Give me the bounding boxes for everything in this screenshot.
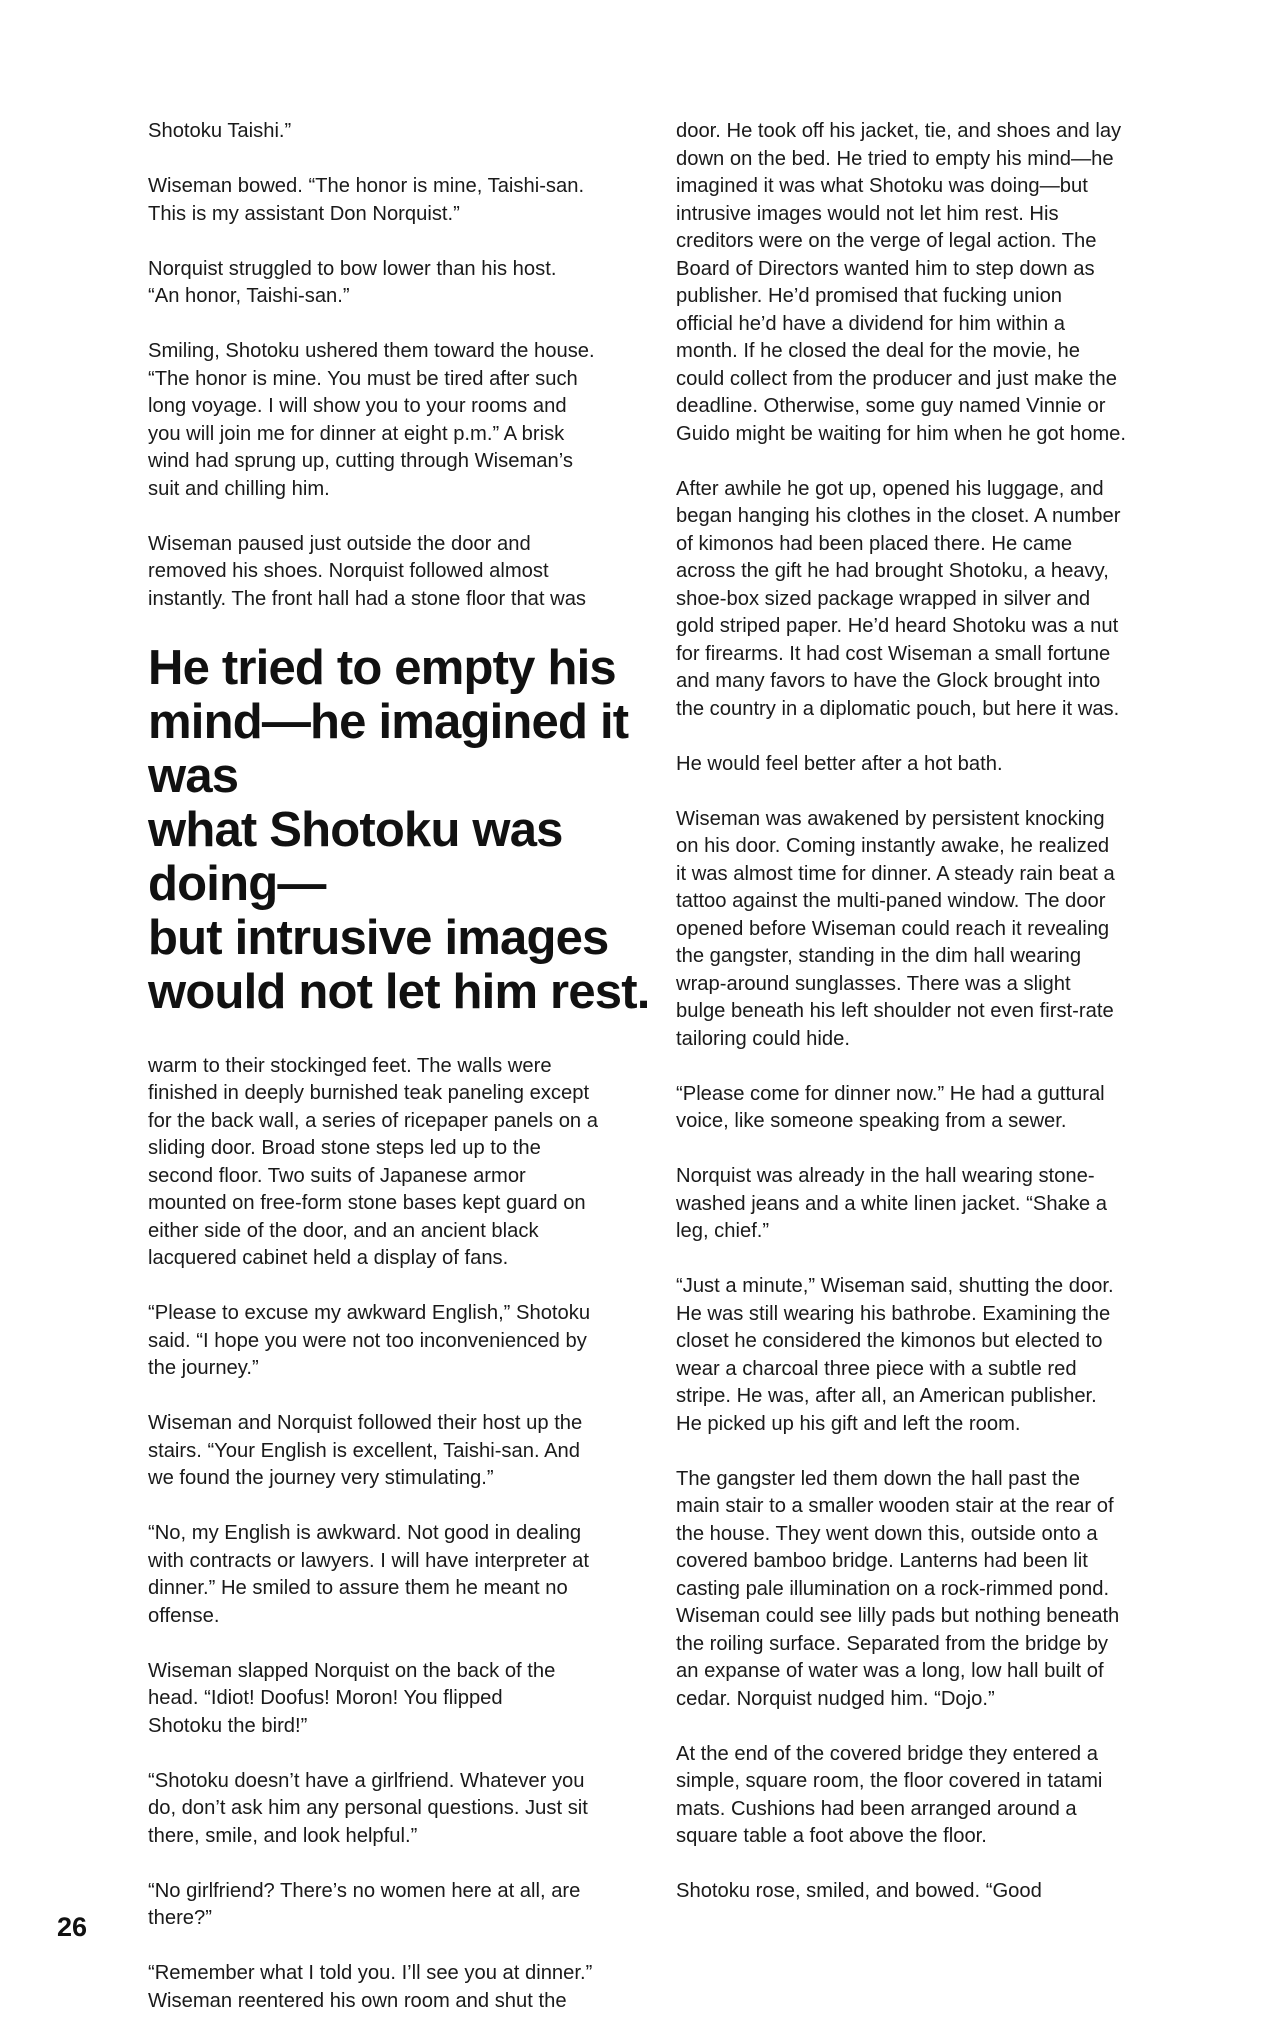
paragraph: “Shotoku doesn’t have a girlfriend. Whatever you do, don’t ask him any personal questions. Just sit there, smile, and look helpful.” xyxy=(148,1769,588,1847)
paragraph: He would feel better after a hot bath. xyxy=(676,752,1003,775)
paragraph: “No, my English is awkward. Not good in dealing with contracts or lawyers. I will have interpreter at dinner.” He smiled to assure them he meant no offense. xyxy=(148,1522,589,1627)
paragraph: “No girlfriend? There’s no women here at all, are there?” xyxy=(148,1879,581,1929)
paragraph: Wiseman paused just outside the door and removed his shoes. Norquist followed almost instantly. The front hall had a stone floor that was xyxy=(148,532,587,610)
paragraph: Wiseman bowed. “The honor is mine, Taishi-san. This is my assistant Don Norquist.” xyxy=(148,175,585,225)
paragraph: warm to their stockinged feet. The walls were finished in deeply burnished teak paneling except for the back wall, a series of ricepaper panels on a sliding door. Broad stone steps led up to the second floor. Two suits of Japanese armor mounted on free-form stone bases kept guard on either side of the door, and an ancient black lacquered cabinet held a display of fans. xyxy=(148,1054,598,1269)
paragraph: “Please to excuse my awkward English,” Shotoku said. “I hope you were not too inconvenienced by the journey.” xyxy=(148,1302,591,1379)
paragraph: Smiling, Shotoku ushered them toward the house. “The honor is mine. You must be tired after such long voyage. I will show you to your rooms and you will join me for dinner at eight p.m.” A brisk wind had sprung up, cutting through Wiseman’s suit and chilling him. xyxy=(148,340,595,500)
paragraph: Wiseman was awakened by persistent knocking on his door. Coming instantly awake, he realized it was almost time for dinner. A steady rain beat a tattoo against the multi-paned window. The door opened before Wiseman could reach it revealing the gangster, standing in the dim hall wearing wrap-around sunglasses. There was a slight bulge beneath his left shoulder not even first-rate tailoring could hide. xyxy=(676,807,1115,1050)
paragraph: “Remember what I told you. I’ll see you at dinner.” Wiseman reentered his own room and shut the xyxy=(148,1962,593,2012)
paragraph: Shotoku Taishi.” xyxy=(148,120,292,142)
paragraph: Wiseman and Norquist followed their host up the stairs. “Your English is excellent, Taishi-san. And we found the journey very stimulating.” xyxy=(148,1412,583,1489)
paragraph: Shotoku rose, smiled, and bowed. “Good xyxy=(676,1880,1042,1902)
paragraph: Norquist was already in the hall wearing stone- washed jeans and a white linen jacket. “Shake a leg, chief.” xyxy=(676,1165,1107,1242)
paragraph: door. He took off his jacket, tie, and shoes and lay down on the bed. He tried to empty his mind—he imagined it was what Shotoku was doing—but intrusive images would not let him rest. His creditors were on the verge of legal action. The Board of Directors wanted him to step down as publisher. He’d promised that fucking union official he’d have a dividend for him within a month. If he closed the deal for the movie, he could collect from the producer and just make the deadline. Otherwise, some guy named Vinnie or Guido might be waiting for him when he got home. xyxy=(676,120,1126,445)
paragraph: After awhile he got up, opened his luggage, and began hanging his clothes in the closet. A number of kimonos had been placed there. He came across the gift he had brought Shotoku, a heavy, shoe-box sized package wrapped in silver and gold striped paper. He’d heard Shotoku was a nut for firearms. It had cost Wiseman a small fortune and many favors to have the Glock brought into the country in a diplomatic pouch, but here it was. xyxy=(676,477,1121,720)
page-number: 26 xyxy=(57,1912,88,1942)
paragraph: At the end of the covered bridge they entered a simple, square room, the floor covered in tatami mats. Cushions had been arranged around a square table a foot above the floor. xyxy=(676,1742,1103,1847)
right-column xyxy=(676,118,1196,1933)
pull-quote: He tried to empty his mind—he imagined it was what Shotoku was doing— but intrusive images would not let him rest. xyxy=(148,640,650,1019)
left-column xyxy=(148,118,658,2043)
paragraph: The gangster led them down the hall past the main stair to a smaller wooden stair at the rear of the house. They went down this, outside onto a covered bamboo bridge. Lanterns had been lit casting pale illumination on a rock-rimmed pond. Wiseman could see lilly pads but nothing beneath the roiling surface. Separated from the bridge by an expanse of water was a long, low hall built of cedar. Norquist nudged him. “Dojo.” xyxy=(676,1467,1120,1710)
paragraph: Wiseman slapped Norquist on the back of the head. “Idiot! Doofus! Moron! You flipped Shotoku the bird!” xyxy=(148,1659,556,1737)
paragraph: “Just a minute,” Wiseman said, shutting the door. He was still wearing his bathrobe. Examining the closet he considered the kimonos but elected to wear a charcoal three piece with a subtle red stripe. He was, after all, an American publisher. He picked up his gift and left the room. xyxy=(676,1275,1114,1435)
paragraph: “Please come for dinner now.” He had a guttural voice, like someone speaking from a sewer. xyxy=(676,1082,1105,1132)
paragraph: Norquist struggled to bow lower than his host. “An honor, Taishi-san.” xyxy=(148,257,557,307)
